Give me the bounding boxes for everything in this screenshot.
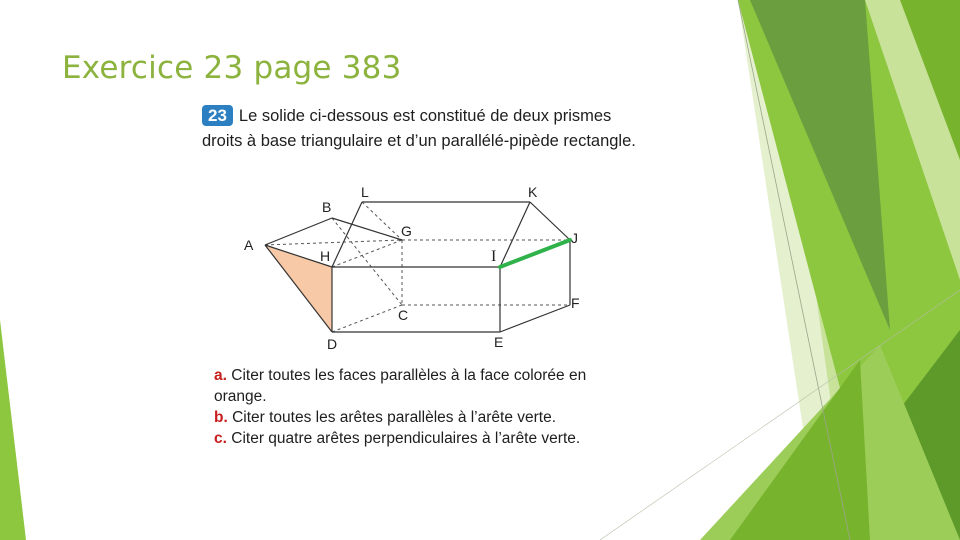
edge-EF <box>500 305 570 332</box>
label-point-H: H <box>320 248 331 264</box>
exercise-number-badge: 23 <box>202 105 233 126</box>
deco-left-sliver <box>0 320 26 540</box>
edge-HL <box>332 202 362 267</box>
question-b <box>214 407 634 428</box>
edge-AB-hidden <box>265 240 402 245</box>
label-point-F: F <box>571 295 580 311</box>
label-point-L: L <box>361 184 369 200</box>
question-letter: b. <box>214 409 228 426</box>
label-point-B: B <box>322 199 332 215</box>
question-text: Citer toutes les faces parallèles à la face colorée en orange. <box>214 367 587 405</box>
label-point-D: D <box>327 336 338 352</box>
exercise-statement <box>202 104 642 154</box>
edge-BC <box>332 218 402 305</box>
edge-KJ <box>530 202 570 240</box>
exercise-block <box>202 104 642 154</box>
question-c <box>214 428 634 449</box>
question-a <box>214 365 634 407</box>
label-point-I: I <box>491 248 497 265</box>
edge-DC <box>332 305 402 332</box>
label-point-G: G <box>401 223 412 239</box>
label-point-J: J <box>571 230 578 246</box>
exercise-statement-text: Le solide ci-dessous est constitué de deux prismes droits à base triangulaire et d’un parallélé-pipède rectangle. <box>202 107 636 150</box>
question-text: Citer quatre arêtes perpendiculaires à l’arête verte. <box>231 430 581 447</box>
label-point-E: E <box>494 334 504 350</box>
label-point-C: C <box>398 307 409 323</box>
slide-title: Exercice 23 page 383 <box>62 50 402 86</box>
label-point-A: A <box>244 237 254 253</box>
question-letter: a. <box>214 367 227 384</box>
question-text: Citer toutes les arêtes parallèles à l’arête verte. <box>232 409 557 426</box>
edge-AB <box>265 218 332 245</box>
label-point-K: K <box>528 184 538 200</box>
questions-list <box>214 365 634 449</box>
edge-BG <box>332 218 402 240</box>
solid-figure <box>230 180 600 355</box>
question-letter: c. <box>214 430 227 447</box>
